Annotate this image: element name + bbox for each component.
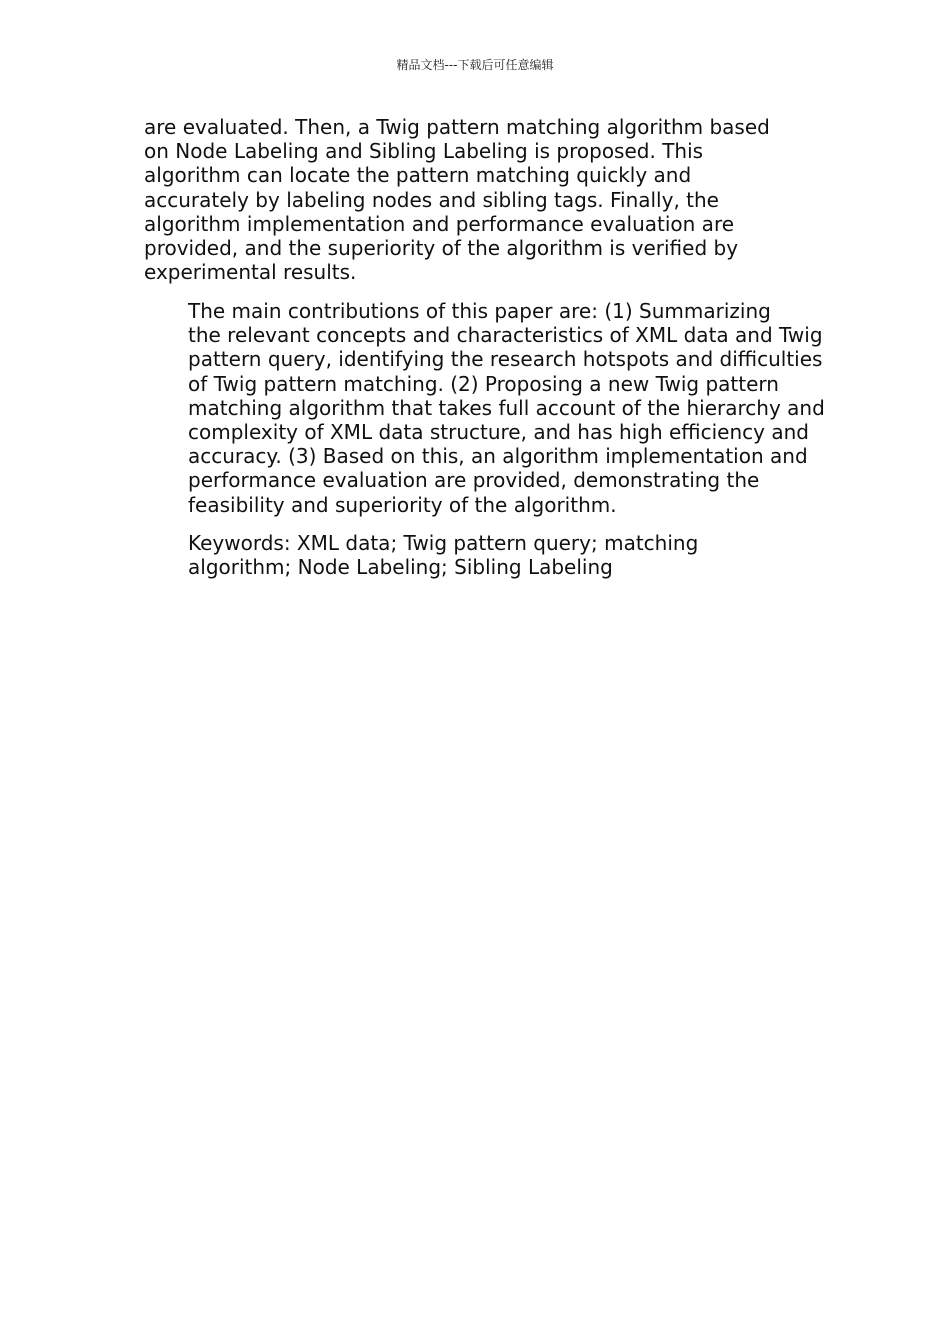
text-line: performance evaluation are provided, demonstrating the xyxy=(188,468,760,493)
page-header: 精品文档---下载后可任意编辑 xyxy=(396,58,554,72)
text-line: accurately by labeling nodes and sibling tags. Finally, the xyxy=(144,187,719,212)
text-line: the relevant concepts and characteristics of XML data and Twig xyxy=(188,323,823,348)
document-body xyxy=(144,115,825,594)
text-line: accuracy. (3) Based on this, an algorithm implementation and xyxy=(188,444,808,469)
text-line: The main contributions of this paper are: (1) Summarizing xyxy=(188,298,771,323)
text-line: complexity of XML data structure, and has high efficiency and xyxy=(188,419,809,444)
text-line: algorithm; Node Labeling; Sibling Labeling xyxy=(188,555,613,580)
text-line: are evaluated. Then, a Twig pattern matching algorithm based xyxy=(144,115,770,139)
text-line: matching algorithm that takes full account of the hierarchy and xyxy=(188,395,825,420)
text-line: Keywords: XML data; Twig pattern query; matching xyxy=(188,531,699,556)
text-line: algorithm can locate the pattern matching quickly and xyxy=(144,163,692,188)
text-line: experimental results. xyxy=(144,260,357,285)
text-line: on Node Labeling and Sibling Labeling is proposed. This xyxy=(144,139,704,164)
text-line: of Twig pattern matching. (2) Proposing a new Twig pattern xyxy=(188,371,779,396)
text-line: provided, and the superiority of the algorithm is verified by xyxy=(144,236,739,261)
paragraph-keywords xyxy=(144,531,816,579)
text-line: pattern query, identifying the research hotspots and difficulties xyxy=(188,347,823,372)
text-line: feasibility and superiority of the algorithm. xyxy=(188,492,617,517)
paragraph-contributions xyxy=(144,298,825,517)
paragraph-abstract-continuation xyxy=(144,115,816,284)
text-line: algorithm implementation and performance evaluation are xyxy=(144,211,735,236)
